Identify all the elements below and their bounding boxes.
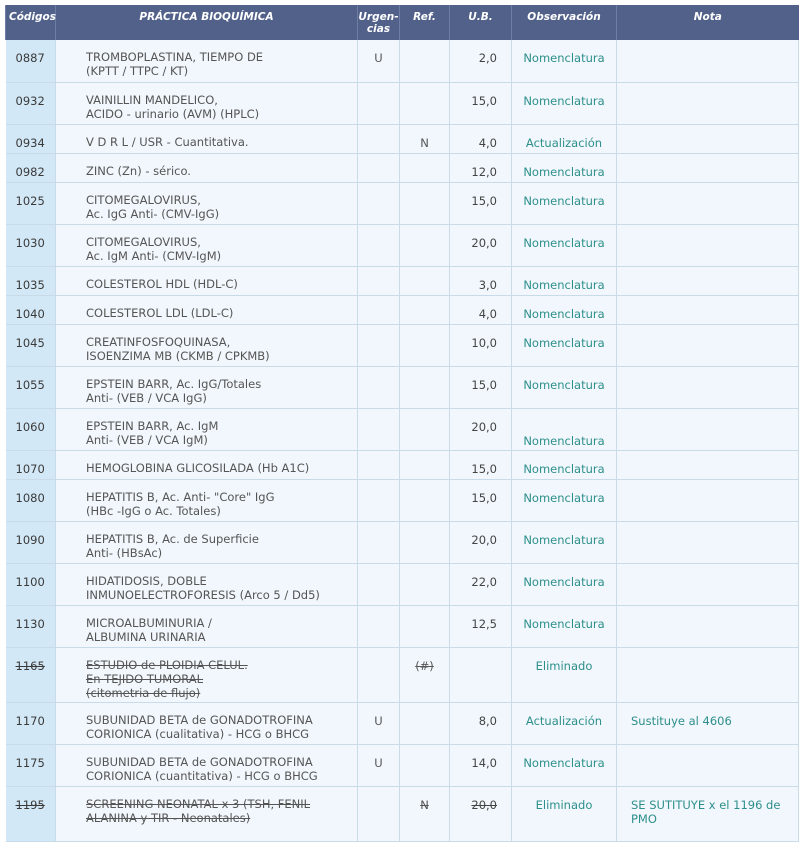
nota-cell (617, 647, 799, 702)
table-row (6, 521, 799, 563)
practice-cell: SCREENING NEONATAL x 3 (TSH, FENIL ALANINA y TIR - Neonatales) (56, 786, 358, 841)
practice-cell: COLESTEROL HDL (HDL-C) (56, 266, 358, 295)
practice-cell: ESTUDIO de PLOIDIA CELUL. En TEJIDO TUMORAL (citometria de flujo) (56, 647, 358, 702)
code-cell: 1030 (6, 224, 56, 266)
observacion-cell: Nomenclatura (512, 450, 617, 479)
ref-cell (400, 702, 450, 744)
code-cell: 1130 (6, 605, 56, 647)
ub-cell: 22,0 (450, 563, 512, 605)
observacion-cell: Eliminado (512, 647, 617, 702)
ref-cell (400, 521, 450, 563)
ub-cell: 12,0 (450, 153, 512, 182)
urgencia-cell (358, 450, 400, 479)
observacion-cell: Nomenclatura (512, 744, 617, 786)
nota-cell (617, 295, 799, 324)
ref-cell (400, 450, 450, 479)
nota-cell (617, 124, 799, 153)
nota-cell (617, 744, 799, 786)
observacion-cell: Nomenclatura (512, 605, 617, 647)
ref-cell (400, 40, 450, 82)
practice-cell: V D R L / USR - Cuantitativa. (56, 124, 358, 153)
header-row (6, 5, 799, 40)
practice-cell: HEPATITIS B, Ac. Anti- "Core" IgG (HBc -IgG o Ac. Totales) (56, 479, 358, 521)
nota-cell (617, 605, 799, 647)
table-row (6, 786, 799, 841)
table-row (6, 224, 799, 266)
urgencia-cell (358, 563, 400, 605)
practice-cell: HIDATIDOSIS, DOBLE INMUNOELECTROFORESIS (Arco 5 / Dd5) (56, 563, 358, 605)
table-row (6, 450, 799, 479)
observacion-cell: Nomenclatura (512, 366, 617, 408)
urgencia-cell (358, 605, 400, 647)
practice-cell: VAINILLIN MANDELICO, ACIDO - urinario (AVM) (HPLC) (56, 82, 358, 124)
urgencia-cell (358, 295, 400, 324)
practice-cell: HEMOGLOBINA GLICOSILADA (Hb A1C) (56, 450, 358, 479)
nota-cell (617, 82, 799, 124)
code-cell: 1090 (6, 521, 56, 563)
ub-cell: 14,0 (450, 744, 512, 786)
nota-cell (617, 182, 799, 224)
ub-cell: 3,0 (450, 266, 512, 295)
code-cell: 0932 (6, 82, 56, 124)
observacion-cell: Nomenclatura (512, 82, 617, 124)
urgencia-cell (358, 366, 400, 408)
ub-cell: 8,0 (450, 702, 512, 744)
ub-cell: 12,5 (450, 605, 512, 647)
ub-cell: 15,0 (450, 479, 512, 521)
practice-cell: TROMBOPLASTINA, TIEMPO DE (KPTT / TTPC / KT) (56, 40, 358, 82)
ref-cell (400, 479, 450, 521)
observacion-cell: Nomenclatura (512, 153, 617, 182)
nota-cell (617, 40, 799, 82)
code-cell: 1060 (6, 408, 56, 450)
observacion-cell: Nomenclatura (512, 182, 617, 224)
ref-cell (400, 295, 450, 324)
code-cell: 1170 (6, 702, 56, 744)
nota-cell (617, 521, 799, 563)
observacion-cell: Actualización (512, 124, 617, 153)
urgencia-cell: U (358, 702, 400, 744)
practice-cell: EPSTEIN BARR, Ac. IgM Anti- (VEB / VCA IgM) (56, 408, 358, 450)
table-row (6, 182, 799, 224)
header-practica: PRÁCTICA BIOQUÍMICA (56, 5, 358, 40)
code-cell: 0887 (6, 40, 56, 82)
table-row (6, 563, 799, 605)
urgencia-cell (358, 479, 400, 521)
code-cell: 0934 (6, 124, 56, 153)
practice-cell: CREATINFOSFOQUINASA, ISOENZIMA MB (CKMB / CPKMB) (56, 324, 358, 366)
ref-cell (400, 366, 450, 408)
ub-cell: 10,0 (450, 324, 512, 366)
urgencia-cell (358, 408, 400, 450)
urgencia-cell (358, 324, 400, 366)
observacion-cell: Nomenclatura (512, 40, 617, 82)
nota-cell (617, 450, 799, 479)
ub-cell: 2,0 (450, 40, 512, 82)
ref-cell (400, 605, 450, 647)
table-row (6, 744, 799, 786)
practice-cell: CITOMEGALOVIRUS, Ac. IgG Anti- (CMV-IgG) (56, 182, 358, 224)
code-cell: 1175 (6, 744, 56, 786)
observacion-cell: Nomenclatura (512, 521, 617, 563)
code-cell: 1025 (6, 182, 56, 224)
observacion-cell: Nomenclatura (512, 563, 617, 605)
urgencia-cell (358, 266, 400, 295)
ref-cell (400, 82, 450, 124)
code-cell: 1195 (6, 786, 56, 841)
table-row (6, 324, 799, 366)
ub-cell: 20,0 (450, 224, 512, 266)
ref-cell (400, 224, 450, 266)
header-ref: Ref. (400, 5, 450, 40)
observacion-cell: Nomenclatura (512, 295, 617, 324)
observacion-cell: Nomenclatura (512, 408, 617, 450)
ub-cell: 15,0 (450, 450, 512, 479)
practice-cell: COLESTEROL LDL (LDL-C) (56, 295, 358, 324)
practice-cell: CITOMEGALOVIRUS, Ac. IgM Anti- (CMV-IgM) (56, 224, 358, 266)
ub-cell: 20,0 (450, 786, 512, 841)
table-row (6, 82, 799, 124)
ref-cell (400, 563, 450, 605)
header-urgencias: Urgen- cias (358, 5, 400, 40)
ref-cell (400, 153, 450, 182)
urgencia-cell (358, 647, 400, 702)
code-cell: 0982 (6, 153, 56, 182)
nota-cell (617, 366, 799, 408)
ub-cell: 20,0 (450, 408, 512, 450)
ref-cell (400, 182, 450, 224)
table-row (6, 40, 799, 82)
observacion-cell: Nomenclatura (512, 324, 617, 366)
ref-cell (400, 744, 450, 786)
code-cell: 1100 (6, 563, 56, 605)
table-row (6, 702, 799, 744)
ub-cell: 15,0 (450, 366, 512, 408)
nota-cell (617, 224, 799, 266)
observacion-cell: Eliminado (512, 786, 617, 841)
nota-cell (617, 324, 799, 366)
header-observacion: Observación (512, 5, 617, 40)
observacion-cell: Nomenclatura (512, 266, 617, 295)
observacion-cell: Actualización (512, 702, 617, 744)
practice-cell: EPSTEIN BARR, Ac. IgG/Totales Anti- (VEB / VCA IgG) (56, 366, 358, 408)
urgencia-cell (358, 182, 400, 224)
urgencia-cell (358, 124, 400, 153)
table-row (6, 605, 799, 647)
code-cell: 1035 (6, 266, 56, 295)
ref-cell: (#) (400, 647, 450, 702)
nota-cell (617, 153, 799, 182)
ref-cell: N (400, 786, 450, 841)
table-row (6, 647, 799, 702)
practice-cell: ZINC (Zn) - sérico. (56, 153, 358, 182)
urgencia-cell (358, 521, 400, 563)
ref-cell (400, 324, 450, 366)
table-row (6, 153, 799, 182)
urgencia-cell (358, 153, 400, 182)
ub-cell: 15,0 (450, 182, 512, 224)
table-row (6, 295, 799, 324)
ub-cell: 15,0 (450, 82, 512, 124)
ub-cell: 4,0 (450, 295, 512, 324)
nota-cell: SE SUTITUYE x el 1196 de PMO (617, 786, 799, 841)
ub-cell (450, 647, 512, 702)
nota-cell (617, 408, 799, 450)
nota-cell: Sustituye al 4606 (617, 702, 799, 744)
practice-cell: HEPATITIS B, Ac. de Superficie Anti- (HBsAc) (56, 521, 358, 563)
header-codigos: Códigos (6, 5, 56, 40)
practice-cell: SUBUNIDAD BETA de GONADOTROFINA CORIONICA (cuantitativa) - HCG o BHCG (56, 744, 358, 786)
code-cell: 1040 (6, 295, 56, 324)
ub-cell: 20,0 (450, 521, 512, 563)
nota-cell (617, 479, 799, 521)
code-cell: 1165 (6, 647, 56, 702)
nota-cell (617, 563, 799, 605)
code-cell: 1055 (6, 366, 56, 408)
code-cell: 1045 (6, 324, 56, 366)
observacion-cell: Nomenclatura (512, 224, 617, 266)
practice-cell: SUBUNIDAD BETA de GONADOTROFINA CORIONICA (cualitativa) - HCG o BHCG (56, 702, 358, 744)
ub-cell: 4,0 (450, 124, 512, 153)
ref-cell (400, 266, 450, 295)
practices-table (5, 5, 799, 842)
table-row (6, 366, 799, 408)
table-row (6, 479, 799, 521)
code-cell: 1080 (6, 479, 56, 521)
ref-cell (400, 408, 450, 450)
practice-cell: MICROALBUMINURIA / ALBUMINA URINARIA (56, 605, 358, 647)
observacion-cell: Nomenclatura (512, 479, 617, 521)
table-row (6, 124, 799, 153)
nota-cell (617, 266, 799, 295)
urgencia-cell: U (358, 40, 400, 82)
urgencia-cell (358, 82, 400, 124)
header-ub: U.B. (450, 5, 512, 40)
code-cell: 1070 (6, 450, 56, 479)
table-row (6, 266, 799, 295)
urgencia-cell: U (358, 744, 400, 786)
table-row (6, 408, 799, 450)
ref-cell: N (400, 124, 450, 153)
urgencia-cell (358, 224, 400, 266)
header-nota: Nota (617, 5, 799, 40)
urgencia-cell (358, 786, 400, 841)
